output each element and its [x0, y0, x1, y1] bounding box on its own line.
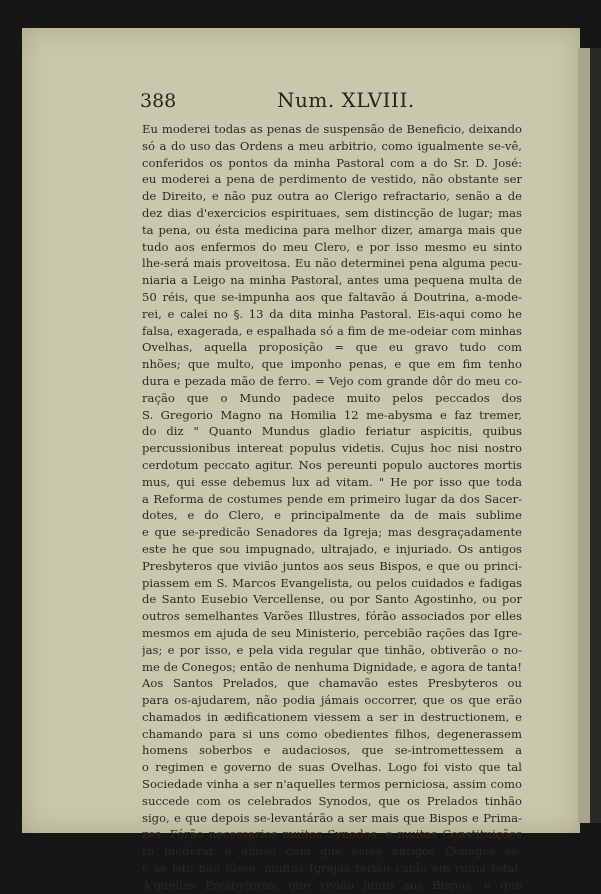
text-line: tudo aos enfermos do meu Clero, e por isso mesmo eu sinto	[142, 239, 522, 254]
text-line: Eu moderei todas as penas de suspensão de Beneficio, deixando	[142, 122, 522, 136]
text-line: chamados in ædificationem viessem a ser in destructionem, e	[142, 709, 522, 724]
text-line: de Santo Eusebio Vercellense, ou por Santo Agostinho, ou por	[142, 592, 522, 607]
text-line: para os-ajudarem, não podia jámais occorrer, que os que erão	[142, 693, 522, 708]
text-line: jas; e por isso, e pela vida regular que tinhão, obtiverão o no-	[142, 642, 522, 657]
text-line: e que se-predicão Senadores da Igreja; mas desgraçadamente	[142, 525, 522, 540]
text-line: lhe-será mais proveitosa. Eu não determinei pena alguma pecu-	[142, 256, 522, 271]
text-line: Aos Santos Prelados, que chamavão estes Presbyteros ou	[142, 676, 522, 691]
text-line: me de Conegos; então de nenhuma Dignidade, e agora de tanta!	[142, 659, 522, 674]
running-head	[140, 88, 560, 118]
text-line: falsa, exagerada, e espalhada só a fim de me-odeiar com minhas	[142, 323, 522, 338]
text-line: Sociedade vinha a ser n'aquelles termos perniciosa, assim como	[142, 777, 522, 792]
text-line: nhões; que multo, que imponho penas, e que em fim tenho	[142, 357, 522, 372]
text-line: a Reforma de costumes pende em primeiro lugar da dos Sacer-	[142, 491, 522, 506]
text-line: Presbyteros que vivião juntos aos seus Bispos, e que ou princi-	[142, 558, 522, 573]
text-line: ração que o Mundo padece muito pelos peccados dos	[142, 390, 522, 405]
text-line: S. Gregorio Magno na Homilia 12 me-abysma e faz tremer,	[142, 407, 522, 422]
text-line: sigo, e que depois se-levantárão a ser mais que Bispos e Prima-	[142, 810, 522, 825]
text-line: zes. Fórão necessarios muitos Synodos, e muitas Constituições	[142, 827, 522, 842]
text-line: o regimen e governo de suas Ovelhas. Logo foi visto que tal	[142, 760, 522, 775]
page-edge	[578, 48, 590, 823]
text-line: conferidos os pontos da minha Pastoral com a do Sr. D. José:	[142, 155, 522, 170]
text-line: percussionibus intereat populus videtis. Cujus hoc nisi nostro	[142, 441, 522, 456]
text-line: niaria a Leigo na minha Pastoral, antes uma pequena multa de	[142, 273, 522, 288]
text-line: ra moderar o abuso com que estes antigos Conegos se-	[142, 844, 522, 859]
text-line: piassem em S. Marcos Evangelista, ou pelos cuidados e fadigas	[142, 575, 522, 590]
text-line: cerdotum peccato agitur. Nos pereunti populo auctores mortis	[142, 457, 522, 472]
text-line: mesmos em ajuda de seu Ministerio, percebião rações das Igre-	[142, 625, 522, 640]
text-line: Ovelhas, aquella proposição = que eu gravo tudo com	[142, 340, 522, 355]
text-line: chamando para si uns como obedientes filhos, degenerassem	[142, 726, 522, 741]
text-line: rei, e calei no §. 13 da dita minha Pastoral. Eis-aqui como he	[142, 306, 522, 321]
text-line: outros semelhantes Varões Illustres, fórão associados por elles	[142, 609, 522, 624]
text-line: dez dias d'exercicios espirituaes, sem distincção de lugar; mas	[142, 205, 522, 220]
text-line: dura e pezada mão de ferro. = Vejo com grande dôr do meu co-	[142, 373, 522, 388]
page-header-title: Num. XLVIII.	[277, 88, 415, 112]
text-line: de Direito, e não puz outra ao Clerigo refractario, senão a de	[142, 189, 522, 204]
page-edge-shadow	[590, 48, 601, 823]
text-line: eu moderei a pena de perdimento de vestido, não obstante ser	[142, 172, 522, 187]
page-number: 388	[140, 90, 177, 112]
text-line: dotes, e do Clero, e principalmente da de mais sublime	[142, 508, 522, 523]
text-line: só a do uso das Ordens a meu arbitrio, como igualmente se-vê,	[142, 138, 522, 153]
text-line: ta pena, ou ésta medicina para melhor dizer, amarga mais que	[142, 222, 522, 237]
text-line: 50 réis, que se-impunha aos que faltavão á Doutrina, a-mode-	[142, 289, 522, 304]
text-line: do diz " Quanto Mundus gladio feriatur aspicitis, quibus	[142, 424, 522, 439]
text-line: succede com os celebrados Synodos, que os Prelados tinhão	[142, 793, 522, 808]
body-text	[142, 121, 522, 894]
text-line: este he que sou impugnado, ultrajado, e injuriado. Os antigos	[142, 541, 522, 556]
text-line: A'quelles Presbyteros, que vivião junto aos Bispos, e que	[142, 877, 522, 892]
text-line: mus, qui esse debemus lux ad vitam. " He por isso que toda	[142, 474, 522, 489]
text-line: homens soberbos e audaciosos, que se-intromettessem a	[142, 743, 522, 758]
text-line: e se isto não fôsse, muitas Igrejas terião caído em ruina total.	[142, 861, 522, 876]
